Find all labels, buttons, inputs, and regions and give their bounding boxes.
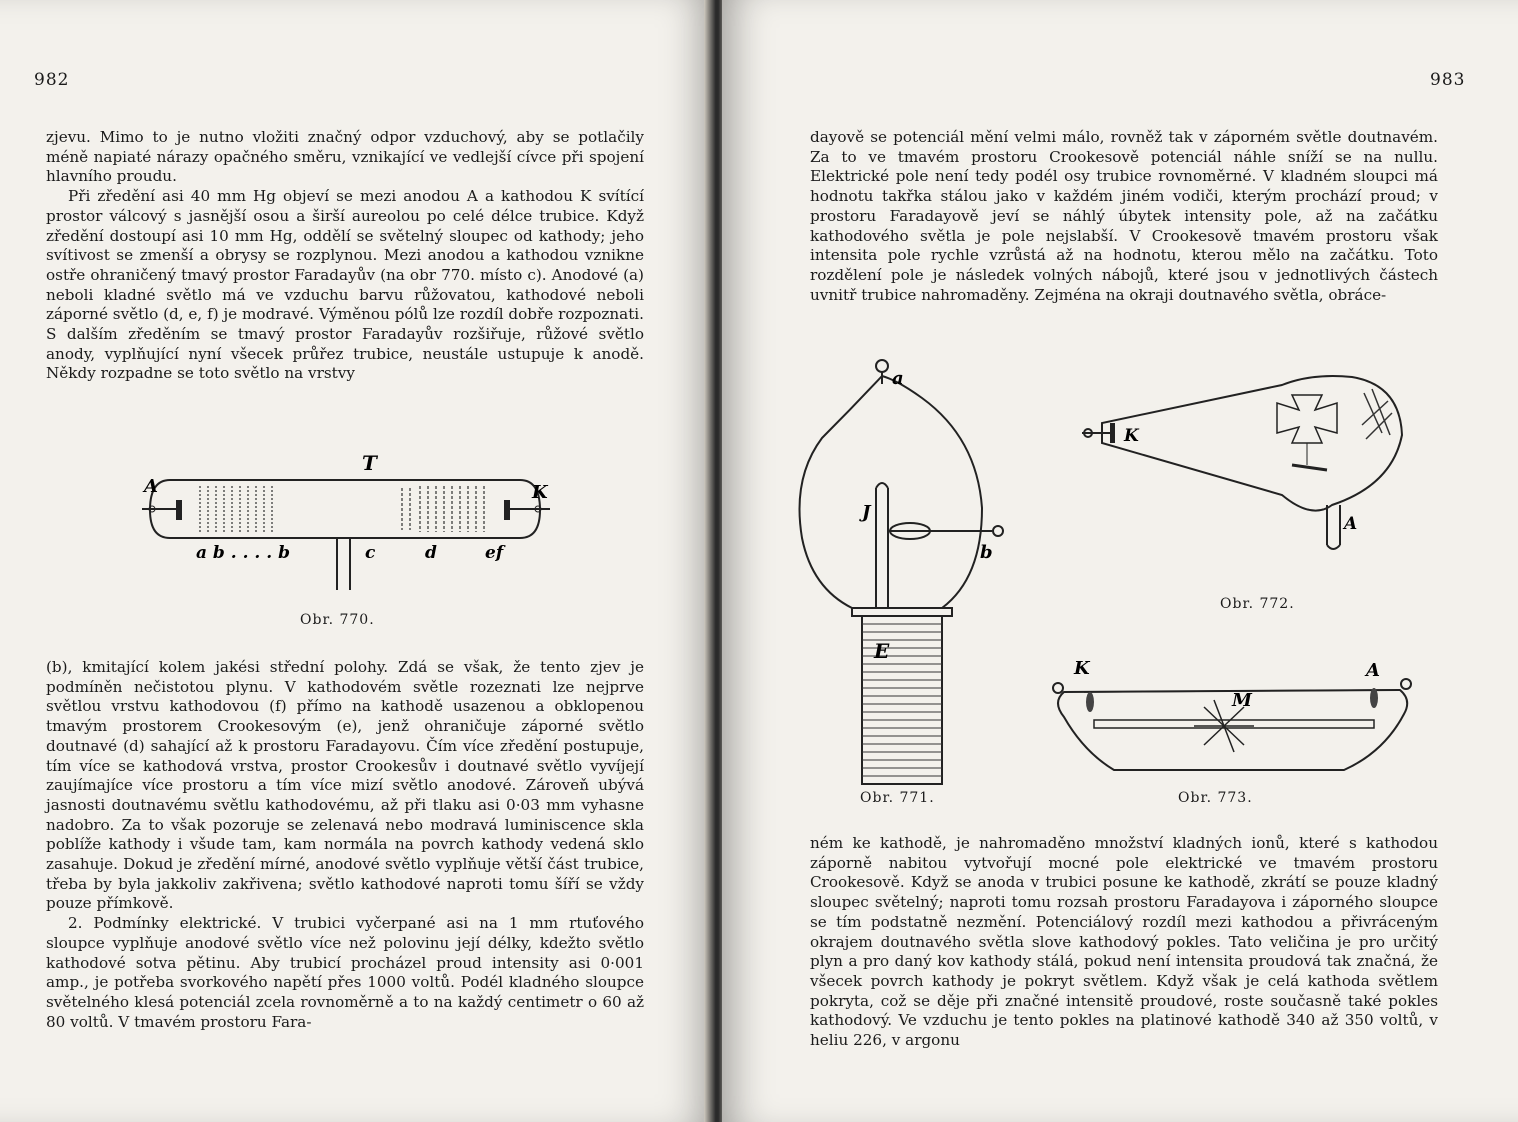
figure-770-tube	[140, 450, 560, 600]
label-E: E	[874, 639, 890, 663]
paragraph: 2. Podmínky elektrické. V trubici vyčerpané asi na 1 mm rtuťového sloupce vyplňuje anodové světlo více než polovinu její délky, kdežto světlo kathodové sotva pětinu. Aby trubicí procházel proud intensity asi 0·001 amp., je potřeba svorkového napětí přes 1000 voltů. Podél kladného sloupce světelného klesá potenciál zcela rovnoměrně a to na každý centimetr o 60 až 80 voltů. V tmavém prostoru Fara-	[46, 914, 644, 1031]
label-b: b	[980, 542, 993, 563]
figure-771-apparatus	[792, 358, 1012, 788]
label-a: a	[892, 368, 904, 389]
paragraph: zjevu. Mimo to je nutno vložiti značný odpor vzduchový, aby se potlačily méně napiaté nárazy opačného směru, vznikající ve vedlejší cívce při spojení hlavního proudu.	[46, 128, 644, 186]
right-text-bottom	[810, 834, 1438, 1051]
label-K: K	[1124, 426, 1139, 446]
left-text-bottom	[46, 658, 644, 1032]
figure-770-caption: Obr. 770.	[300, 612, 375, 628]
label-K: K	[532, 482, 548, 503]
figure-771-caption: Obr. 771.	[860, 790, 935, 806]
label-c: c	[365, 543, 376, 563]
paragraph: Při zředění asi 40 mm Hg objeví se mezi anodou A a kathodou K svítící prostor válcový s jasnější osou a širší aureolou po celé délce trubice. Když zředění dostoupí asi 10 mm Hg, oddělí se světelný sloupec od kathody; jeho svítivost se zmenší a obrysy se rozplynou. Mezi anodou a kathodou vznikne ostře ohraničený tmavý prostor Faradayův (na obr 770. místo c). Anodové (a) neboli kladné světlo má ve vzduchu barvu růžovatou, kathodové neboli záporné světlo (d, e, f) je modravé. Výměnou pólů lze rozdíl dobře rozpoznati. S dalším zředěním se tmavý prostor Faradayův rozšiřuje, růžové světlo anody, vyplňující nyní všecek průřez trubice, neustále ustupuje k anodě. Někdy rozpadne se toto světlo na vrstvy	[46, 187, 644, 383]
figure-773-tube	[1044, 652, 1424, 782]
figure-773-caption: Obr. 773.	[1178, 790, 1253, 806]
label-M: M	[1232, 690, 1252, 711]
left-page	[0, 0, 712, 1122]
paragraph: dayově se potenciál mění velmi málo, rovněž tak v záporném světle doutnavém. Za to ve tmavém prostoru Crookesově potenciál náhle sníží se na nullu. Elektrické pole není tedy podél osy trubice rovnoměrné. V kladném sloupci má hodnotu takřka stálou jako v každém jiném vodiči, kterým prochází proud; v prostoru Faradayově jeví se náhlý úbytek intensity pole, až na začátku kathodového světla je pole nejslabší. V Crookesově tmavém prostoru však intensita pole rychle vzrůstá až na hodnotu, kterou mělo na začátku. Toto rozdělení pole je následek volných nábojů, které jsou v jednotlivých částech uvnitř trubice nahromaděny. Zejména na okraji doutnavého světla, obráce-	[810, 128, 1438, 304]
page-number: 983	[1430, 70, 1466, 90]
left-text-top	[46, 128, 644, 384]
label-T: T	[362, 451, 377, 475]
label-A: A	[1344, 514, 1358, 534]
paragraph: (b), kmitající kolem jakési střední polohy. Zdá se však, že tento zjev je podmíněn nečistotou plynu. V kathodovém světle rozeznati lze nejprve světlou vrstvu kathodovou (f) přímo na kathodě usazenou a obklopenou tmavým prostorem Crookesovým (e), jenž ohraničuje záporné světlo doutnavé (d) sahající až k prostoru Faradayovu. Čím více zředění postupuje, tím více se kathodová vrstva, prostor Crookesův i doutnavé světlo vyvíjejí zaujímajíce více prostoru a tím více mizí světlo anodové. Zároveň ubývá jasnosti doutnavému světlu kathodovému, až při tlaku asi 0·03 mm vyhasne nadobro. Za to však pozoruje se zelenavá nebo modravá luminiscence skla poblíže kathody i všude tam, kam normála na povrch kathody vedená sklo zasahuje. Dokud je zředění mírné, anodové světlo vyplňuje větší část trubice, třeba by byla jakkoliv zakřivena; světlo kathodové naproti tomu šíří se vždy pouze přímkově.	[46, 658, 644, 913]
right-text-top	[810, 128, 1438, 305]
paragraph: ném ke kathodě, je nahromaděno množství kladných ionů, které s kathodou záporně nabitou vytvořují mocné pole elektrické ve tmavém prostoru Crookesově. Když se anoda v trubici posune ke kathodě, zkrátí se pouze kladný sloupec světelný; naproti tomu rozsah prostoru Faradayova i záporného sloupce se tím podstatně nezmění. Potenciálový rozdíl mezi kathodou a přivráceným okrajem doutnavého světla slove kathodový pokles. Tato veličina je pro určitý plyn a pro daný kov kathody stálá, pokud není intensita proudová tak značná, že všecek povrch kathody je pokryt světlem. Když však je celá kathoda světlem pokryta, což se děje při značné intensitě proudové, roste současně také pokles kathodový. Ve vzduchu je tento pokles na platinové kathodě 340 až 350 voltů, v heliu 226, v argonu	[810, 834, 1438, 1050]
label-J: J	[862, 502, 871, 523]
label-ef: ef	[485, 543, 504, 563]
figure-772-tube	[1082, 365, 1422, 565]
figure-772-caption: Obr. 772.	[1220, 596, 1295, 612]
label-K: K	[1074, 658, 1090, 679]
label-A: A	[1366, 660, 1380, 681]
label-A: A	[144, 476, 158, 497]
label-ab: a b . . . . b	[196, 543, 290, 563]
page-number: 982	[34, 70, 70, 90]
right-page	[722, 0, 1518, 1122]
label-d: d	[425, 543, 437, 563]
